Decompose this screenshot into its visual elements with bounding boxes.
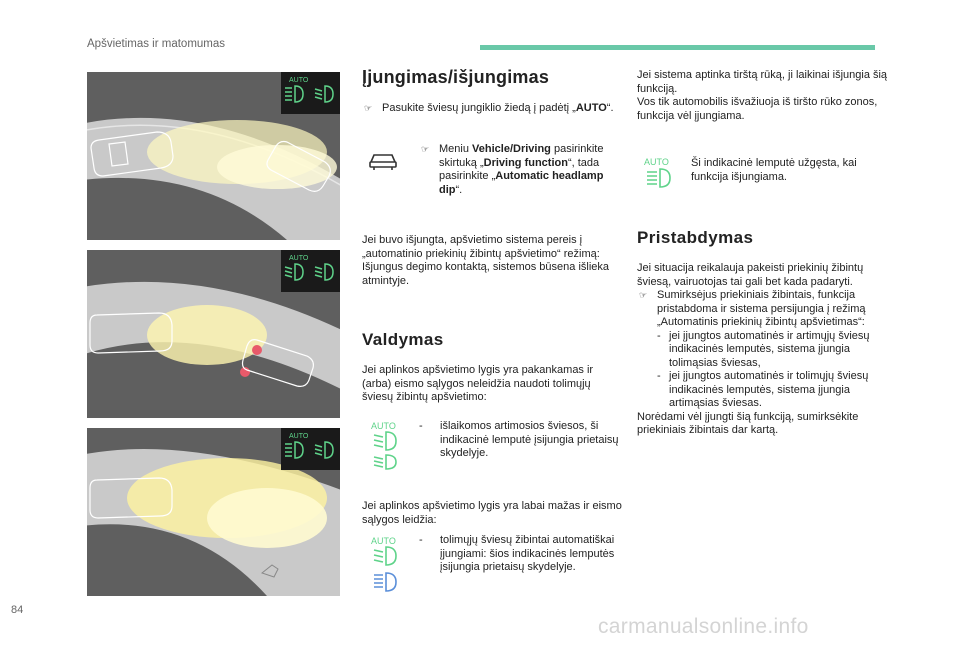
control-intro: Jei aplinkos apšvietimo lygis yra pakankamas ir (arba) eismo sąlygos neleidžia naudoti tolimųjų šviesų žibintų apšvietimo:	[362, 364, 594, 403]
svg-text:AUTO: AUTO	[289, 255, 309, 262]
section-pause	[637, 228, 899, 248]
page-number: 84	[11, 604, 24, 616]
fog-description: Jei sistema aptinka tirštą rūką, ji laikinai išjungia šią funkciją. Vos tik automobilis išvažiuoja iš tiršto rūko zonos, funkcija vėl įjungiama.	[637, 69, 888, 122]
header-accent-bar	[480, 45, 875, 50]
section-title-pause: Pristabdymas	[637, 228, 754, 247]
illustration-high-beam-night	[87, 428, 340, 596]
bullet-arrow-icon: ☞	[364, 103, 373, 113]
section-title-on-off: Įjungimas/išjungimas	[362, 67, 550, 87]
control-item-high-beam: - tolimųjų šviesų žibintai automatiškai įjungiami: šios indikacinės lemputės įsijungia prietaisų skydelyje.	[419, 534, 615, 573]
high-beam-lamp-icon	[370, 535, 404, 598]
car-menu-icon	[368, 150, 398, 175]
watermark: carmanualsonline.info	[598, 615, 809, 638]
illustration-lamp-panel	[281, 250, 340, 292]
illustration-lamp-panel	[281, 428, 340, 470]
step-turn-ring: ☞ Pasukite šviesų jungiklio žiedą į padėtį „AUTO“.	[364, 102, 614, 114]
page-header-title: Apšvietimas ir matomumas	[87, 38, 226, 50]
svg-text:AUTO: AUTO	[371, 536, 396, 546]
auto-headlamp-lamp-icon	[370, 420, 404, 475]
illustration-oncoming-low-beam	[87, 250, 340, 418]
svg-text:AUTO: AUTO	[289, 77, 309, 84]
section-on-off	[362, 66, 624, 88]
auto-headlamp-lamp-icon	[643, 156, 679, 195]
illustration-auto-high-beam	[87, 72, 340, 240]
step-menu-select: ☞ Meniu Vehicle/Driving pasirinkite skirtuką „Driving function“, tada pasirinkite „Automatic headlamp dip“.	[421, 143, 604, 196]
svg-text:AUTO: AUTO	[371, 421, 396, 431]
control-item-low-beam: - išlaikomos artimosios šviesos, ši indikacinė lemputė įsijungia prietaisų skydelyje.	[419, 420, 619, 459]
control-intro-2: Jei aplinkos apšvietimo lygis yra labai mažas ir eismo sąlygos leidžia:	[362, 500, 622, 526]
section-title-control: Valdymas	[362, 330, 444, 349]
svg-text:AUTO: AUTO	[644, 157, 669, 167]
illustration-lamp-panel	[281, 72, 340, 114]
pause-body: Jei situacija reikalauja pakeisti priekinių žibintų šviesą, vairuotojas tai gali bet kada padaryti. ☞ Sumirksėjus priekiniais žibintais, funkcija pristabdoma ir sistema persijungia į režimą „Automatinis priekinių žibintų apšvietimas“: - jei įjungtos automatinės ir artimųjų šviesų indikacinės lemputės, sistema įjungia tolimąsias šviesas, - jei įjungtos automatinės ir tolimųjų šviesų indikacinės lemputės, sistema įjungia artimąsias šviesas. Norėdami vėl įjungti šią funkciją, sumirksėkite priekiniais žibintais dar kartą.	[637, 262, 870, 436]
bullet-arrow-icon: ☞	[421, 144, 430, 154]
fog-lamp-note: Ši indikacinė lemputė užgęsta, kai funkcija išjungiama.	[691, 157, 857, 183]
on-off-description: Jei buvo išjungta, apšvietimo sistema pereis į „automatinio priekinių žibintų apšvietimo“ režimą: Išjungus degimo kontaktą, sistemos būsena išlieka atmintyje.	[362, 234, 610, 287]
svg-text:AUTO: AUTO	[289, 433, 309, 440]
bullet-arrow-icon: ☞	[639, 290, 648, 300]
section-control	[362, 330, 624, 350]
